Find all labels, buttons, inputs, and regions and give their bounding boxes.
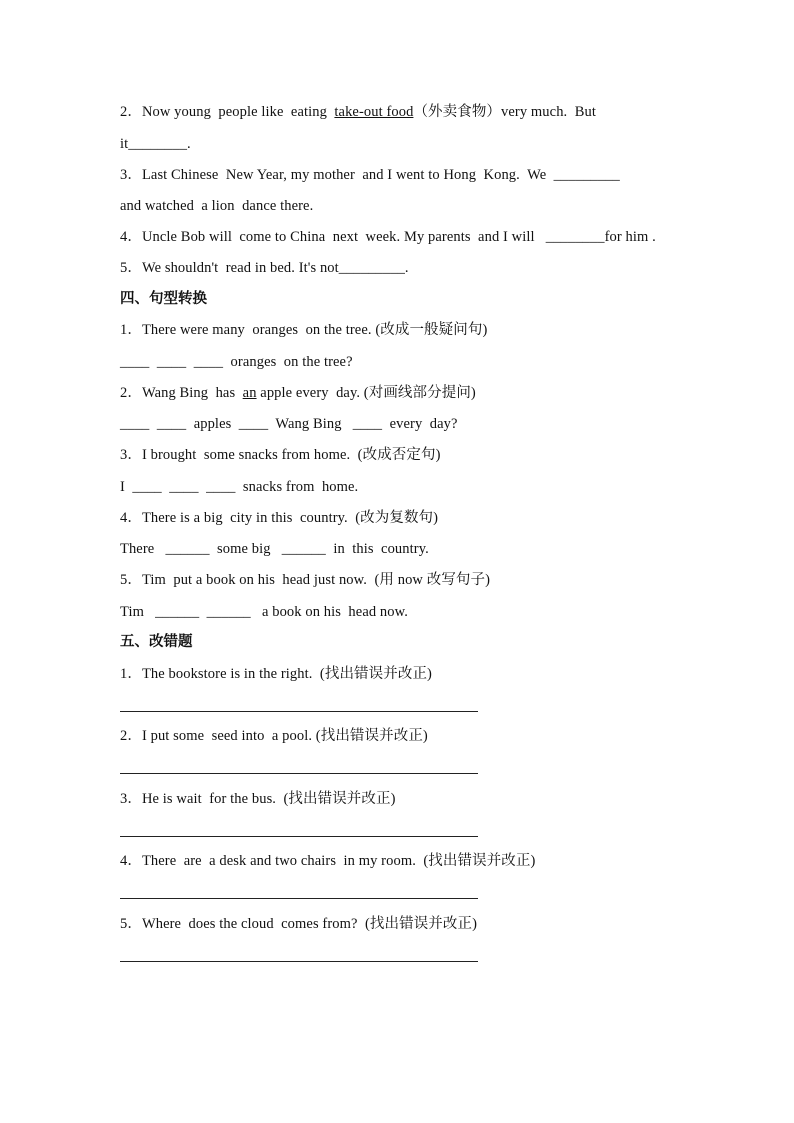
s4-answer-4: There ______ some big ______ in this country.	[120, 541, 429, 557]
s4-q2-text-b: apple every day. (对画线部分提问)	[256, 385, 476, 401]
s3-q2-text-b: （外卖食物）very much. But	[413, 104, 596, 120]
s3-question-5: 5．We shouldn't read in bed. It's not_________.	[120, 260, 409, 276]
s4-q2-underlined: an	[242, 385, 257, 401]
s5-question-3: 3．He is wait for the bus. (找出错误并改正)	[120, 791, 396, 807]
s5-answer-line-3[interactable]	[120, 836, 478, 837]
s5-answer-line-5[interactable]	[120, 961, 478, 962]
s4-answer-1: ____ ____ ____ oranges on the tree?	[120, 354, 353, 370]
s4-answer-3: I ____ ____ ____ snacks from home.	[120, 479, 359, 495]
s5-question-5: 5．Where does the cloud comes from? (找出错误并改正)	[120, 916, 478, 932]
s5-answer-line-4[interactable]	[120, 898, 478, 899]
s4-question-1: 1．There were many oranges on the tree. (改成一般疑问句)	[120, 322, 488, 338]
s5-answer-line-1[interactable]	[120, 711, 478, 712]
s3-question-2	[120, 103, 596, 121]
s3-question-4: 4．Uncle Bob will come to China next week. My parents and I will ________for him .	[120, 229, 656, 245]
s4-question-2	[120, 384, 476, 402]
s4-q2-text-a: 2．Wang Bing has	[120, 385, 243, 401]
section-5-heading: 五、改错题	[120, 634, 193, 650]
s3-question-3-cont: and watched a lion dance there.	[120, 198, 314, 214]
s5-answer-line-2[interactable]	[120, 773, 478, 774]
s4-question-3: 3．I brought some snacks from home. (改成否定句)	[120, 447, 441, 463]
s3-question-2-cont: it________.	[120, 136, 191, 152]
s5-question-1: 1．The bookstore is in the right. (找出错误并改正)	[120, 666, 432, 682]
s3-question-3: 3．Last Chinese New Year, my mother and I went to Hong Kong. We _________	[120, 167, 620, 183]
s5-question-2: 2．I put some seed into a pool. (找出错误并改正)	[120, 728, 428, 744]
s3-q2-underlined: take-out food	[334, 104, 414, 120]
s4-question-4: 4．There is a big city in this country. (改为复数句)	[120, 510, 439, 526]
s4-answer-5: Tim ______ ______ a book on his head now.	[120, 604, 408, 620]
s4-question-5: 5．Tim put a book on his head just now. (用 now 改写句子)	[120, 572, 491, 588]
s5-question-4: 4．There are a desk and two chairs in my room. (找出错误并改正)	[120, 853, 536, 869]
s4-answer-2: ____ ____ apples ____ Wang Bing ____ every day?	[120, 416, 458, 432]
s3-q2-text-a: 2．Now young people like eating	[120, 104, 335, 120]
section-4-heading: 四、句型转换	[120, 291, 207, 307]
